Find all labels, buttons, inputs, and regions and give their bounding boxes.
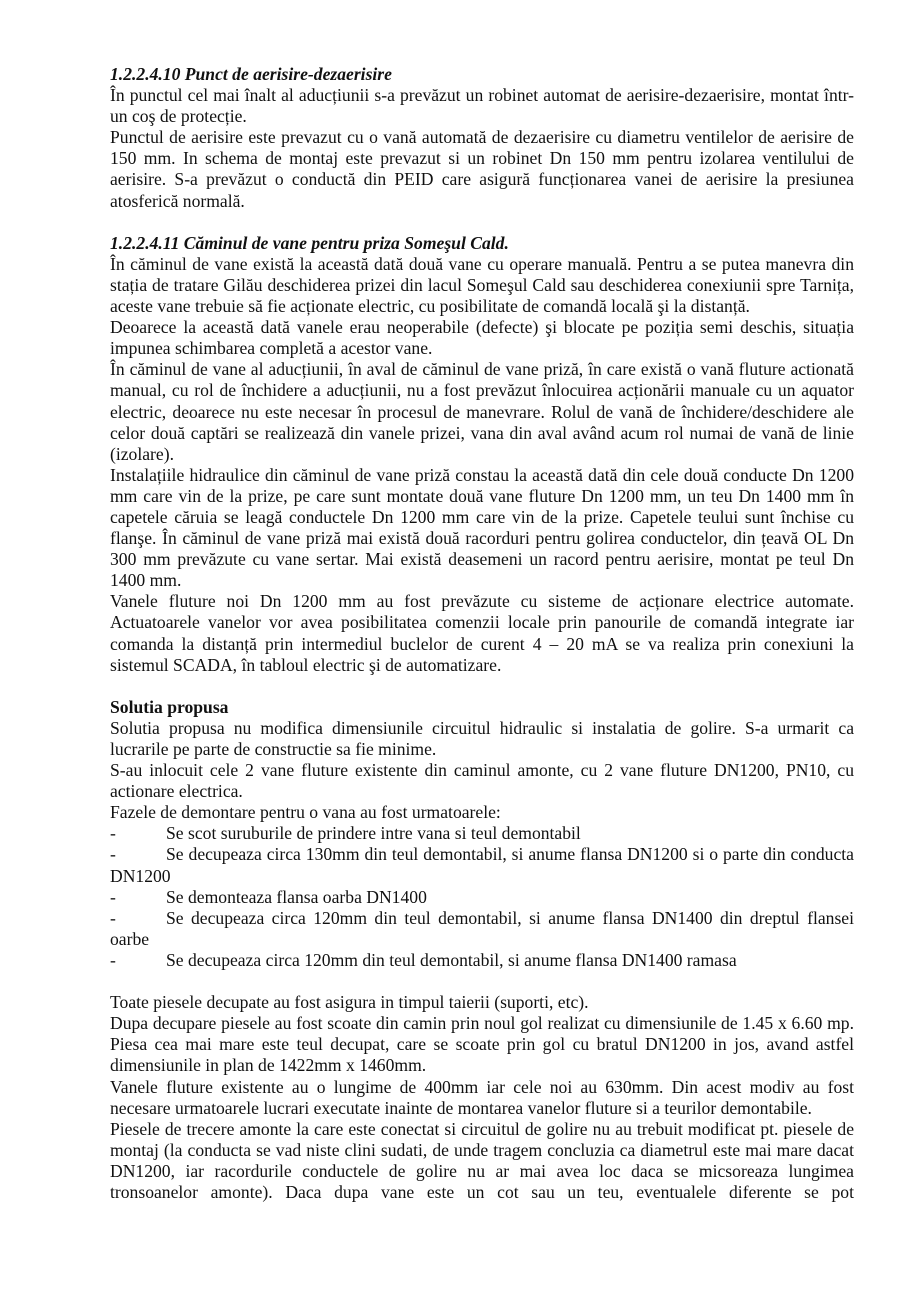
paragraph: Toate piesele decupate au fost asigura in timpul taierii (suporti, etc). [110, 992, 589, 1013]
list-marker: - [110, 844, 116, 865]
paragraph: În punctul cel mai înalt al aducțiunii s-a prevăzut un robinet automat de aerisire-dezaerisire, montat într-un coş de protecție. [110, 85, 854, 127]
paragraph: Vanele fluture noi Dn 1200 mm au fost prevăzute cu sisteme de acționare electrice automate. Actuatoarele vanelor vor avea posibilitatea comenzii locale prin panourile de comandă integrate iar comanda la distanță prin intermediul buclelor de curent 4 – 20 mA se va realiza prin conexiuni la sistemul SCADA, în tabloul electric şi de automatizare. [110, 591, 854, 675]
section-aerisire [110, 64, 854, 212]
list-item [110, 950, 854, 971]
section-solutia-propusa [110, 697, 854, 1203]
spacer [110, 212, 854, 233]
list-marker: - [110, 949, 116, 970]
spacer [110, 676, 854, 697]
list-marker: - [110, 886, 116, 907]
paragraph: În căminul de vane al aducțiunii, în aval de căminul de vane priză, în care există o vană fluture actionată manual, cu rol de închidere a aducțiunii, nu a fost prevăzut înlocuirea acționării manuale cu un aquator electric, deoarece nu este necesar în procesul de manevrare. Rolul de vană de închidere/deschidere ale celor două captări se realizează din vanele prizei, vana din aval având acum rol numai de vană de linie (izolare). [110, 359, 854, 464]
list-item-text: Se demonteaza flansa oarba DN1400 [166, 886, 427, 907]
paragraph: Solutia propusa nu modifica dimensiunile circuitul hidraulic si instalatia de golire. S-a urmarit ca lucrarile pe parte de constructie sa fie minime. [110, 717, 854, 759]
paragraph: S-au inlocuit cele 2 vane fluture existente din caminul amonte, cu 2 vane fluture DN1200, PN10, cu actionare electrica. [110, 760, 854, 802]
spacer [110, 971, 854, 992]
dismantling-steps-list [110, 823, 854, 971]
paragraph: În căminul de vane există la această dată două vane cu operare manuală. Pentru a se putea manevra din stația de tratare Gilău deschiderea prizei din lacul Someşul Cald sau deschiderea conexiunii spre Tarnița, aceste vane trebuie să fie acționate electric, cu posibilitate de comandă locală şi la distanță. [110, 253, 854, 317]
list-marker: - [110, 907, 116, 928]
list-item [110, 844, 854, 886]
list-item [110, 887, 854, 908]
list-item-text: Se decupeaza circa 120mm din teul demontabil, si anume flansa DN1400 din dreptul flansei oarbe [110, 907, 854, 949]
list-marker: - [110, 823, 116, 844]
section-caminul-de-vane [110, 233, 854, 676]
list-item [110, 823, 854, 844]
list-item-text: Se scot suruburile de prindere intre vana si teul demontabil [166, 823, 581, 844]
list-item [110, 908, 854, 950]
list-item-text: Se decupeaza circa 130mm din teul demontabil, si anume flansa DN1200 si o parte din conducta DN1200 [110, 844, 854, 886]
paragraph: Instalațiile hidraulice din căminul de vane priză constau la această dată din cele două conducte Dn 1200 mm care vin de la prize, pe care sunt montate două vane fluture Dn 1200 mm, un teu Dn 1400 mm în capetele căruia se leagă conductele Dn 1200 mm care vin de la prize. Capetele teului sunt închise cu flanşe. În căminul de vane priză mai există două racorduri pentru golirea conductelor, din țeavă OL Dn 300 mm prevăzute cu vane sertar. Mai există deasemeni un racord pentru aerisire, montat pe teul Dn 1400 mm. [110, 464, 854, 591]
paragraph: Deoarece la această dată vanele erau neoperabile (defecte) şi blocate pe poziția semi deschis, situația impunea schimbarea completă a acestor vane. [110, 317, 854, 359]
paragraph: Fazele de demontare pentru o vana au fost urmatoarele: [110, 802, 501, 823]
paragraph: Punctul de aerisire este prevazut cu o vană automată de dezaerisire cu diametru ventilelor de aerisire de 150 mm. In schema de montaj este prevazut si un robinet Dn 150 mm pentru izolarea ventilului de aerisire. S-a prevăzut o conductă din PEID care asigură funcționarea vanei de aerisire la presiunea atosferică normală. [110, 127, 854, 211]
paragraph: Piesele de trecere amonte la care este conectat si circuitul de golire nu au trebuit modificat pt. piesele de montaj (la conducta se vad niste clini sudati, de unde tragem concluzia ca diametrul este mai mare dacat DN1200, iar racordurile conductele de golire nu ar mai avea loc daca se micsoreaza lungimea tronsoanelor amonte). Daca dupa vane este un cot sau un teu, eventualele diferente se pot [110, 1118, 854, 1202]
paragraph: Vanele fluture existente au o lungime de 400mm iar cele noi au 630mm. Din acest modiv au fost necesare urmatoarele lucrari executate inainte de montarea vanelor fluture si a teurilor demontabile. [110, 1076, 854, 1118]
section-heading: 1.2.2.4.11 Căminul de vane pentru priza Someşul Cald. [110, 232, 509, 253]
list-item-text: Se decupeaza circa 120mm din teul demontabil, si anume flansa DN1400 ramasa [166, 949, 737, 970]
document-page [110, 64, 854, 1203]
section-heading: Solutia propusa [110, 696, 229, 717]
section-heading: 1.2.2.4.10 Punct de aerisire-dezaerisire [110, 64, 392, 84]
paragraph: Dupa decupare piesele au fost scoate din camin prin noul gol realizat cu dimensiunile de 1.45 x 6.60 mp. Piesa cea mai mare este teul decupat, care se scoate prin gol cu bratul DN1200 in jos, avand astfel dimensiunile in plan de 1422mm x 1460mm. [110, 1013, 854, 1076]
